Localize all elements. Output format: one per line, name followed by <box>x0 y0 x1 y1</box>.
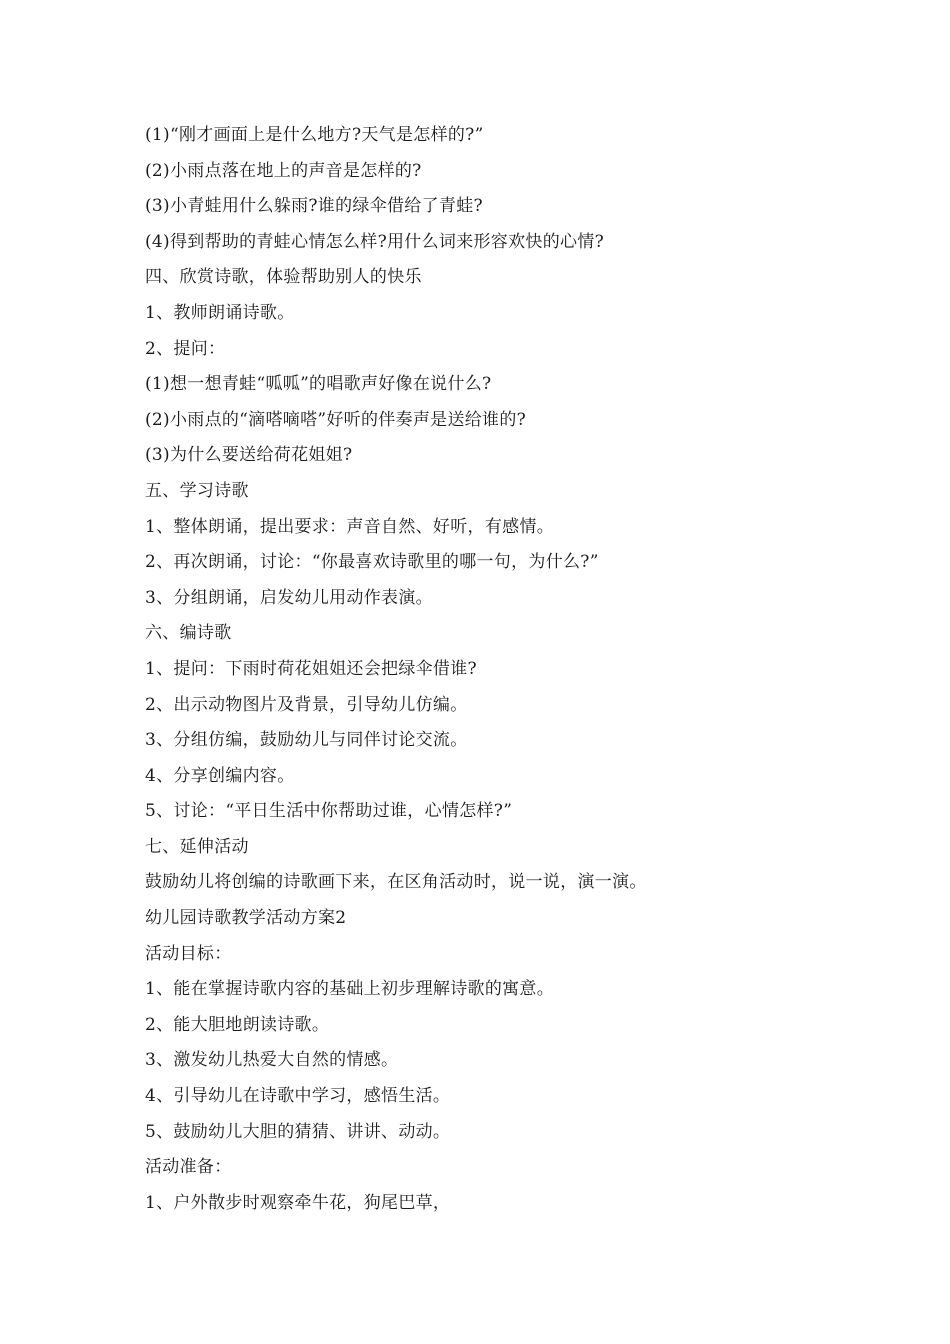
goal-line: 4、引导幼儿在诗歌中学习，感悟生活。 <box>145 1086 451 1107</box>
preparation-line: 1、户外散步时观察牵牛花，狗尾巴草， <box>145 1192 451 1213</box>
subsection-heading: 活动目标： <box>145 943 232 964</box>
question-line: (2)小雨点的“滴嗒嘀嗒”好听的伴奏声是送给谁的? <box>145 409 527 430</box>
step-line: 1、整体朗诵，提出要求：声音自然、好听，有感情。 <box>145 516 555 537</box>
question-line: (3)为什么要送给荷花姐姐? <box>145 445 353 466</box>
section-heading: 六、编诗歌 <box>145 623 232 644</box>
step-line: 2、再次朗诵，讨论：“你最喜欢诗歌里的哪一句，为什么?” <box>145 552 599 573</box>
document-body <box>145 118 825 1221</box>
step-line: 1、提问：下雨时荷花姐姐还会把绿伞借谁? <box>145 658 477 679</box>
step-line: 2、出示动物图片及背景，引导幼儿仿编。 <box>145 694 468 715</box>
question-line: (1)“刚才画面上是什么地方?天气是怎样的?” <box>145 125 484 145</box>
step-line: 5、讨论：“平日生活中你帮助过谁，心情怎样?” <box>145 801 513 822</box>
question-line: (4)得到帮助的青蛙心情怎么样?用什么词来形容欢快的心情? <box>145 231 605 252</box>
goal-line: 5、鼓励幼儿大胆的猜猜、讲讲、动动。 <box>145 1121 451 1142</box>
question-line: (1)想一想青蛙“呱呱”的唱歌声好像在说什么? <box>145 374 492 395</box>
plan-title: 幼儿园诗歌教学活动方案2 <box>145 908 347 929</box>
question-line: (2)小雨点落在地上的声音是怎样的? <box>145 160 422 181</box>
section-heading: 四、欣赏诗歌，体验帮助别人的快乐 <box>145 267 422 288</box>
subsection-heading: 活动准备： <box>145 1157 232 1178</box>
section-heading: 五、学习诗歌 <box>145 480 249 501</box>
step-line: 3、分组朗诵，启发幼儿用动作表演。 <box>145 587 433 608</box>
question-line: (3)小青蛙用什么躲雨?谁的绿伞借给了青蛙? <box>145 196 483 217</box>
paragraph-line: 鼓励幼儿将创编的诗歌画下来，在区角活动时，说一说，演一演。 <box>145 872 647 893</box>
goal-line: 3、激发幼儿热爱大自然的情感。 <box>145 1050 399 1071</box>
step-line: 4、分享创编内容。 <box>145 765 295 786</box>
section-heading: 七、延伸活动 <box>145 836 249 857</box>
step-line: 1、教师朗诵诗歌。 <box>145 302 295 323</box>
goal-line: 2、能大胆地朗读诗歌。 <box>145 1014 330 1035</box>
goal-line: 1、能在掌握诗歌内容的基础上初步理解诗歌的寓意。 <box>145 979 555 1000</box>
step-line: 3、分组仿编，鼓励幼儿与同伴讨论交流。 <box>145 730 468 751</box>
step-line: 2、提问： <box>145 338 226 359</box>
